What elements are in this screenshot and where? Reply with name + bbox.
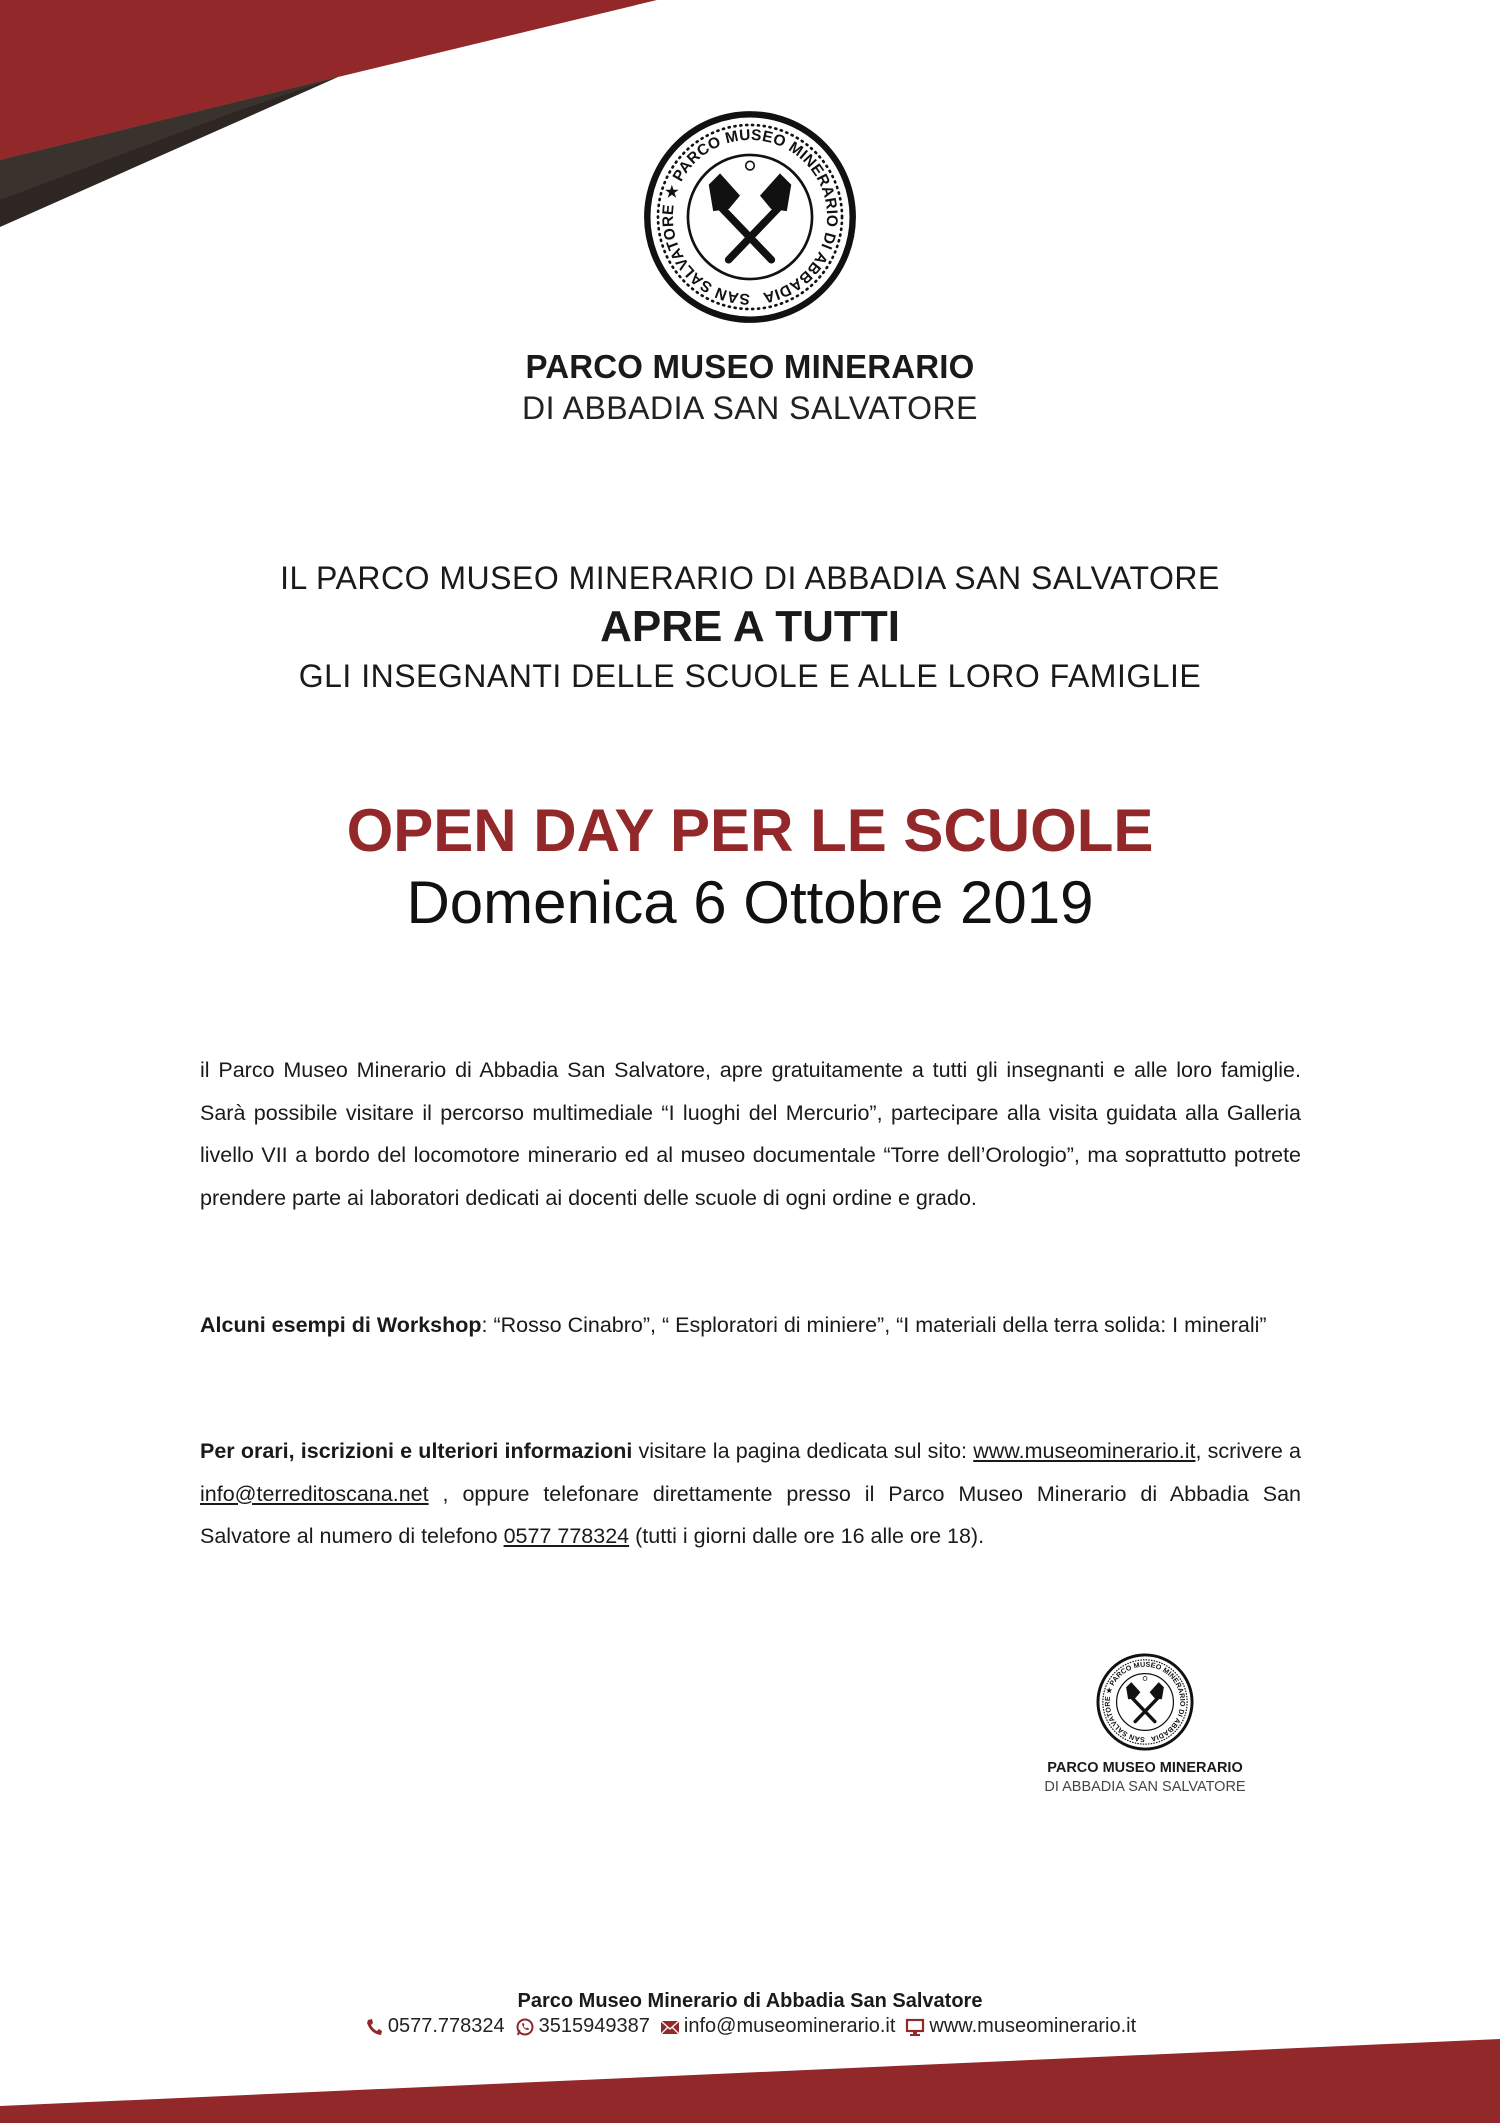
- brand-subtitle: DI ABBADIA SAN SALVATORE: [521, 390, 978, 426]
- footer-phone[interactable]: 0577.778324: [387, 2015, 505, 2037]
- info-text: (tutti i giorni dalle ore 16 alle ore 18).: [629, 1524, 985, 1548]
- footer-website[interactable]: www.museominerario.it: [929, 2015, 1137, 2037]
- intro-line-1: IL PARCO MUSEO MINERARIO DI ABBADIA SAN SALVATORE: [280, 560, 1220, 596]
- email-link[interactable]: info@terreditoscana.net: [200, 1481, 429, 1506]
- intro-line-3: GLI INSEGNANTI DELLE SCUOLE E ALLE LORO FAMIGLIE: [298, 658, 1202, 694]
- signature-subtitle: DI ABBADIA SAN SALVATORE: [1044, 1779, 1246, 1795]
- phone-icon: [364, 2017, 384, 2037]
- footer-contacts: [0, 2015, 1500, 2038]
- brand-name: PARCO MUSEO MINERARIO: [525, 348, 975, 385]
- event-date: Domenica 6 Ottobre 2019: [406, 869, 1094, 936]
- bottom-red-band: [0, 2039, 1500, 2123]
- email-icon: [660, 2017, 680, 2037]
- footer-name: Parco Museo Minerario di Abbadia San Salvatore: [517, 1990, 983, 2012]
- workshop-list: : “Rosso Cinabro”, “ Esploratori di miniere”, “I materiali della terra solida: I minerali”: [481, 1313, 1267, 1337]
- workshop-label: Alcuni esempi di Workshop: [200, 1313, 482, 1337]
- whatsapp-icon: [515, 2017, 535, 2037]
- info-label: Per orari, iscrizioni e ulteriori informazioni: [200, 1439, 633, 1463]
- description-text: il Parco Museo Minerario di Abbadia San Salvatore, apre gratuitamente a tutti gli insegnanti e alle loro famiglie. Sarà possibile visitare il percorso multimediale “I luoghi del Mercurio”, partecipare alla visita guidata alla Galleria livello VII a bordo del locomotore minerario ed al museo documentale “Torre dell’Orologio”, ma soprattutto potrete prendere parte ai laboratori dedicati ai docenti delle scuole di ogni ordine e grado.: [200, 1058, 1301, 1210]
- event-title: OPEN DAY PER LE SCUOLE: [346, 797, 1154, 864]
- description-paragraph: [200, 1049, 1301, 1219]
- signature-name: PARCO MUSEO MINERARIO: [1047, 1760, 1243, 1776]
- website-link[interactable]: www.museominerario.it: [973, 1439, 1196, 1463]
- footer-email[interactable]: info@museominerario.it: [683, 2015, 896, 2037]
- intro-headline: APRE A TUTTI: [600, 602, 900, 651]
- info-text: visitare la pagina dedicata sul sito:: [632, 1439, 974, 1463]
- monitor-icon: [905, 2017, 925, 2037]
- info-paragraph: [200, 1430, 1301, 1558]
- museum-logo: [643, 110, 857, 324]
- info-text: , scrivere a: [1195, 1439, 1302, 1463]
- phone-link[interactable]: 0577 778324: [503, 1524, 630, 1548]
- info-text: , oppure telefonare direttamente presso il Parco Museo Minerario di Abbadia San Salvatore al numero di telefono: [200, 1481, 1301, 1548]
- footer-whatsapp[interactable]: 3515949387: [538, 2015, 650, 2037]
- workshop-paragraph: [200, 1304, 1301, 1347]
- signature-logo: [1096, 1653, 1194, 1751]
